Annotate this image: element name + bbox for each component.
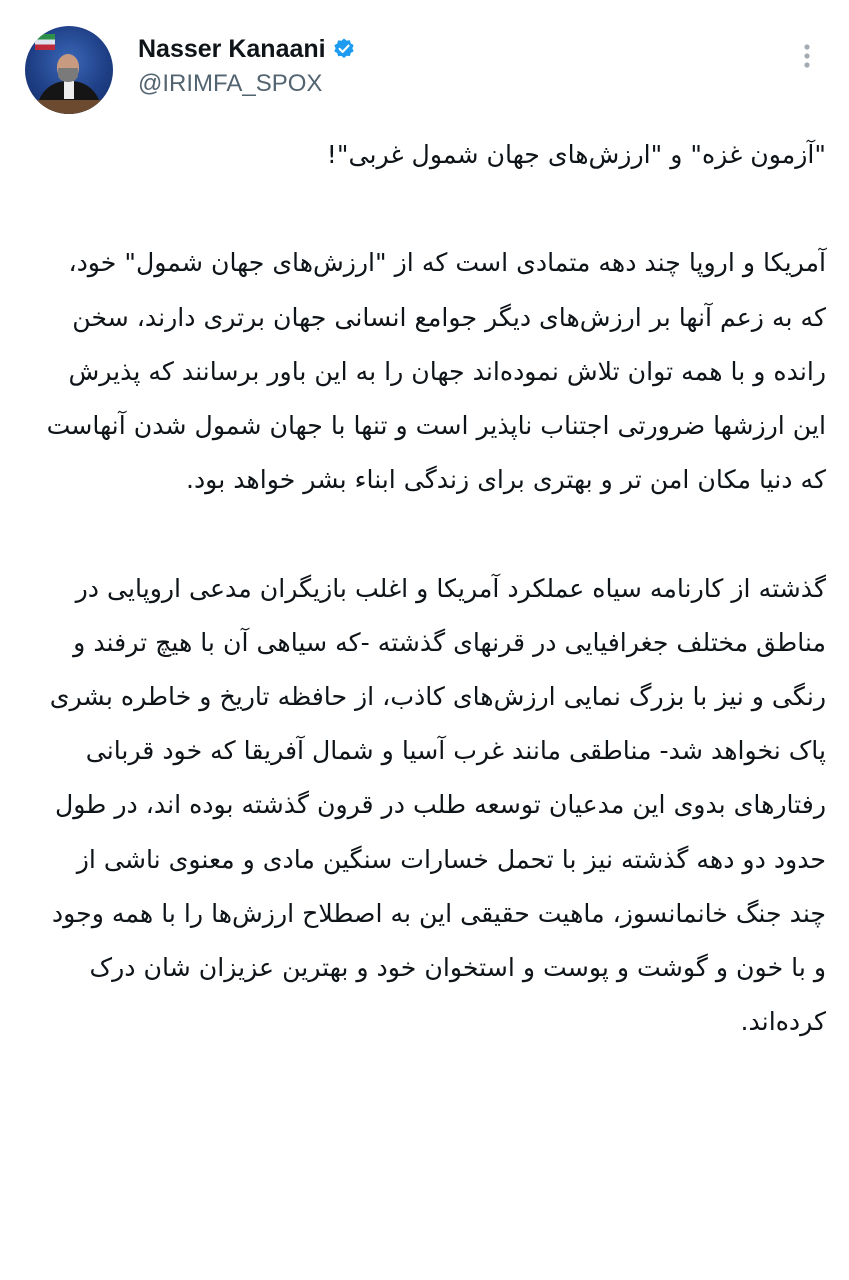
- display-name[interactable]: Nasser Kanaani: [138, 34, 326, 63]
- avatar[interactable]: [25, 26, 113, 114]
- tweet-text: [36, 128, 826, 1049]
- name-row: [138, 34, 356, 64]
- tweet-paragraph-2: گذشته از کارنامه سیاه عملکرد آمریکا و اغلب بازیگران مدعی اروپایی در مناطق مختلف جغرافیایی در قرنهای گذشته -که سیاهی آن با هیچ ترفند و رنگی و نیز با بزرگ نمایی ارزش‌های کاذب، از حافظه تاریخ و خاطره بشری پاک نخواهد شد- مناطقی مانند غرب آسیا و شمال آفریقا که خود قربانی رفتارهای بدوی این مدعیان توسعه طلب در قرون گذشته بوده اند، در طول حدود دو دهه گذشته نیز با تحمل خسارات سنگین مادی و معنوی ناشی از چند جنگ خانمانسوز، ماهیت حقیقی این به اصطلاح ارزش‌ها را با همه وجود و با خون و گوشت و پوست و استخوان خود و بهترین عزیزان شان درک کرده‌اند.: [49, 573, 826, 1037]
- avatar-desk: [25, 100, 113, 114]
- verified-badge-icon: [332, 37, 356, 61]
- more-options-button[interactable]: [789, 40, 825, 76]
- tweet-header: [25, 26, 825, 116]
- avatar-figure-collar: [64, 81, 74, 99]
- flag-icon: [35, 34, 55, 50]
- avatar-figure-beard: [58, 68, 78, 82]
- handle[interactable]: @IRIMFA_SPOX: [138, 70, 323, 97]
- more-options-icon: [802, 41, 812, 75]
- tweet-title: "آزمون غزه" و "ارزش‌های جهان شمول غربی"!: [326, 140, 826, 169]
- tweet-paragraph-1: آمریکا و اروپا چند دهه متمادی است که از "ارزش‌های جهان شمول" خود، که به زعم آنها بر ارزش‌های دیگر جوامع انسانی جهان برتری دارند، سخن رانده و با همه توان تلاش نموده‌اند جهان را به این باور برسانند که پذیرش این ارزشها ضرورتی اجتناب ناپذیر است و تنها با جهان شمول شدن آنهاست که دنیا مکان امن تر و بهتری برای زندگی ابناء بشر خواهد بود.: [46, 248, 826, 495]
- previous-content-strip: [0, 0, 849, 8]
